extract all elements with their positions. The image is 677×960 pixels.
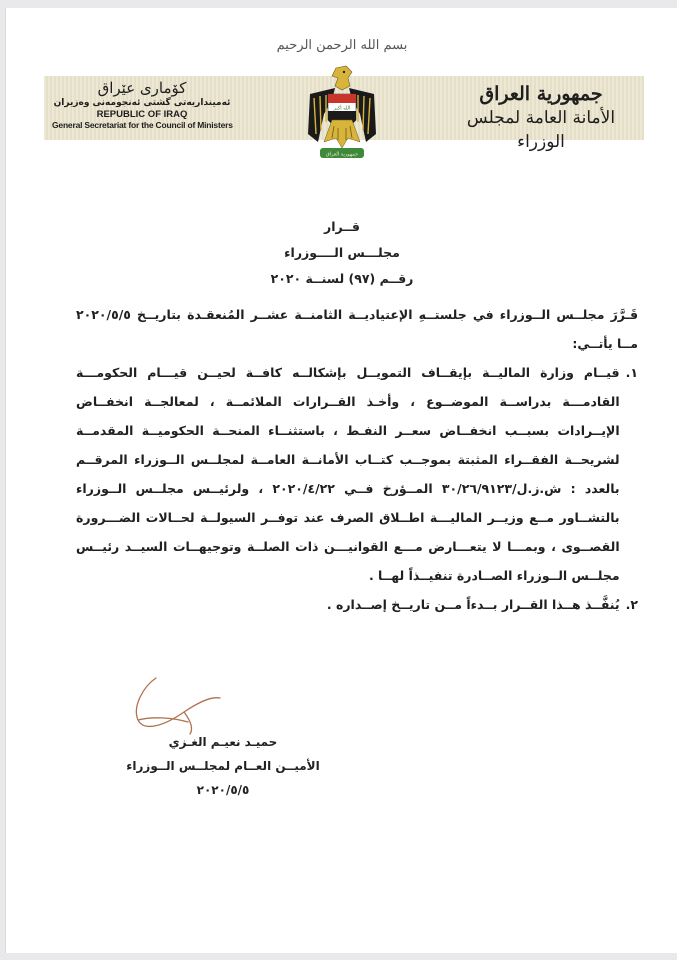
svg-text:الله أكبر: الله أكبر xyxy=(333,105,351,112)
svg-text:جمهورية العراق: جمهورية العراق xyxy=(325,151,359,158)
item-number: ٢. xyxy=(625,597,638,612)
signatory-position: الأميــن العــام لمجلــس الــوزراء xyxy=(126,759,320,773)
letterhead-left-block xyxy=(52,80,232,131)
item-text: يُنفَّــذ هــذا القــرار بــدءاً مــن تاريــخ إصــداره . xyxy=(326,597,620,612)
decision-heading: قــرار xyxy=(324,219,360,234)
letterhead-english-title: REPUBLIC OF IRAQ xyxy=(96,109,188,120)
letterhead-kurdish-subtitle: ئه‌مینداریه‌تی گشتی ئه‌نجومه‌نی وه‌زیران xyxy=(53,98,231,108)
decision-item-2 xyxy=(76,590,638,619)
letterhead-right-block xyxy=(456,82,626,154)
signatory-block xyxy=(118,730,328,802)
signature-date: ٢٠٢٠/٥/٥ xyxy=(196,783,250,797)
decision-number: رقــم (٩٧) لسنــة ٢٠٢٠ xyxy=(270,271,414,286)
decision-title-block xyxy=(6,214,677,292)
letterhead-arabic-title: جمهورية العراق xyxy=(479,83,603,105)
decision-body xyxy=(76,300,638,619)
handwritten-signature-icon xyxy=(124,676,224,736)
letterhead-kurdish-title: كۆماری عێراق xyxy=(97,79,187,97)
council-heading: مجلـــس الــــوزراء xyxy=(284,245,400,260)
decision-intro: قَـرَّرَ مجلــس الــوزراء في جلستــهِ الإعتياديــة الثامنــة عشــر المُنعقـدة بتاريــخ ٢٠٢٠/٥/٥ مــا يأتــي: xyxy=(76,307,638,351)
item-text: قيــام وزارة الماليــة بإيقــاف التمويــل بإشكالــه كافــة لحيــن قيـــام الحكومـــة القادمـــة بدراســة الموضــوع ، وأخـذ القــرارات الملائمــة ، لمعالجــة انخفــاض الإيــرادات بسبــب انخفــاض سعــر النفـط ، باستثنــاء المنحــة الحكوميــة المقدمــة لشريحــة الفقــراء المثبتة بموجــب كتــاب الأمانــة العامــة لمجلــس الــوزراء المرقــم بالعدد : ش.ز.ل/٣٠/٢٦/٩١٢٣ المــؤرخ فــي ٢٠٢٠/٤/٢٢ ، ولرئيــس مجلــس الــوزراء بالتشــاور مــع وزيــر الماليـــة اطــلاق الصرف عند توفــر السيولــة لحــالات الضـــرورة القصــوى ، وبمـــا لا يتعـــارض مـــع القوانيـــن ذات الصلــة وتوجيهــات السيــد رئيــس مجلــس الــوزراء الصــادرة تنفيــذاً لهــا . xyxy=(76,365,620,583)
signatory-name: حميـد نعيـم الغـزي xyxy=(168,735,278,749)
basmala: بسم الله الرحمن الرحيم xyxy=(276,38,408,53)
document-page xyxy=(5,8,677,953)
letterhead-english-subtitle: General Secretariat for the Council of Ministers xyxy=(52,120,233,130)
letterhead-arabic-subtitle: الأمانة العامة لمجلس الوزراء xyxy=(466,108,616,152)
iraq-coat-of-arms-eagle-icon xyxy=(302,64,382,162)
item-number: ١. xyxy=(625,365,638,380)
decision-item-1 xyxy=(76,358,638,590)
